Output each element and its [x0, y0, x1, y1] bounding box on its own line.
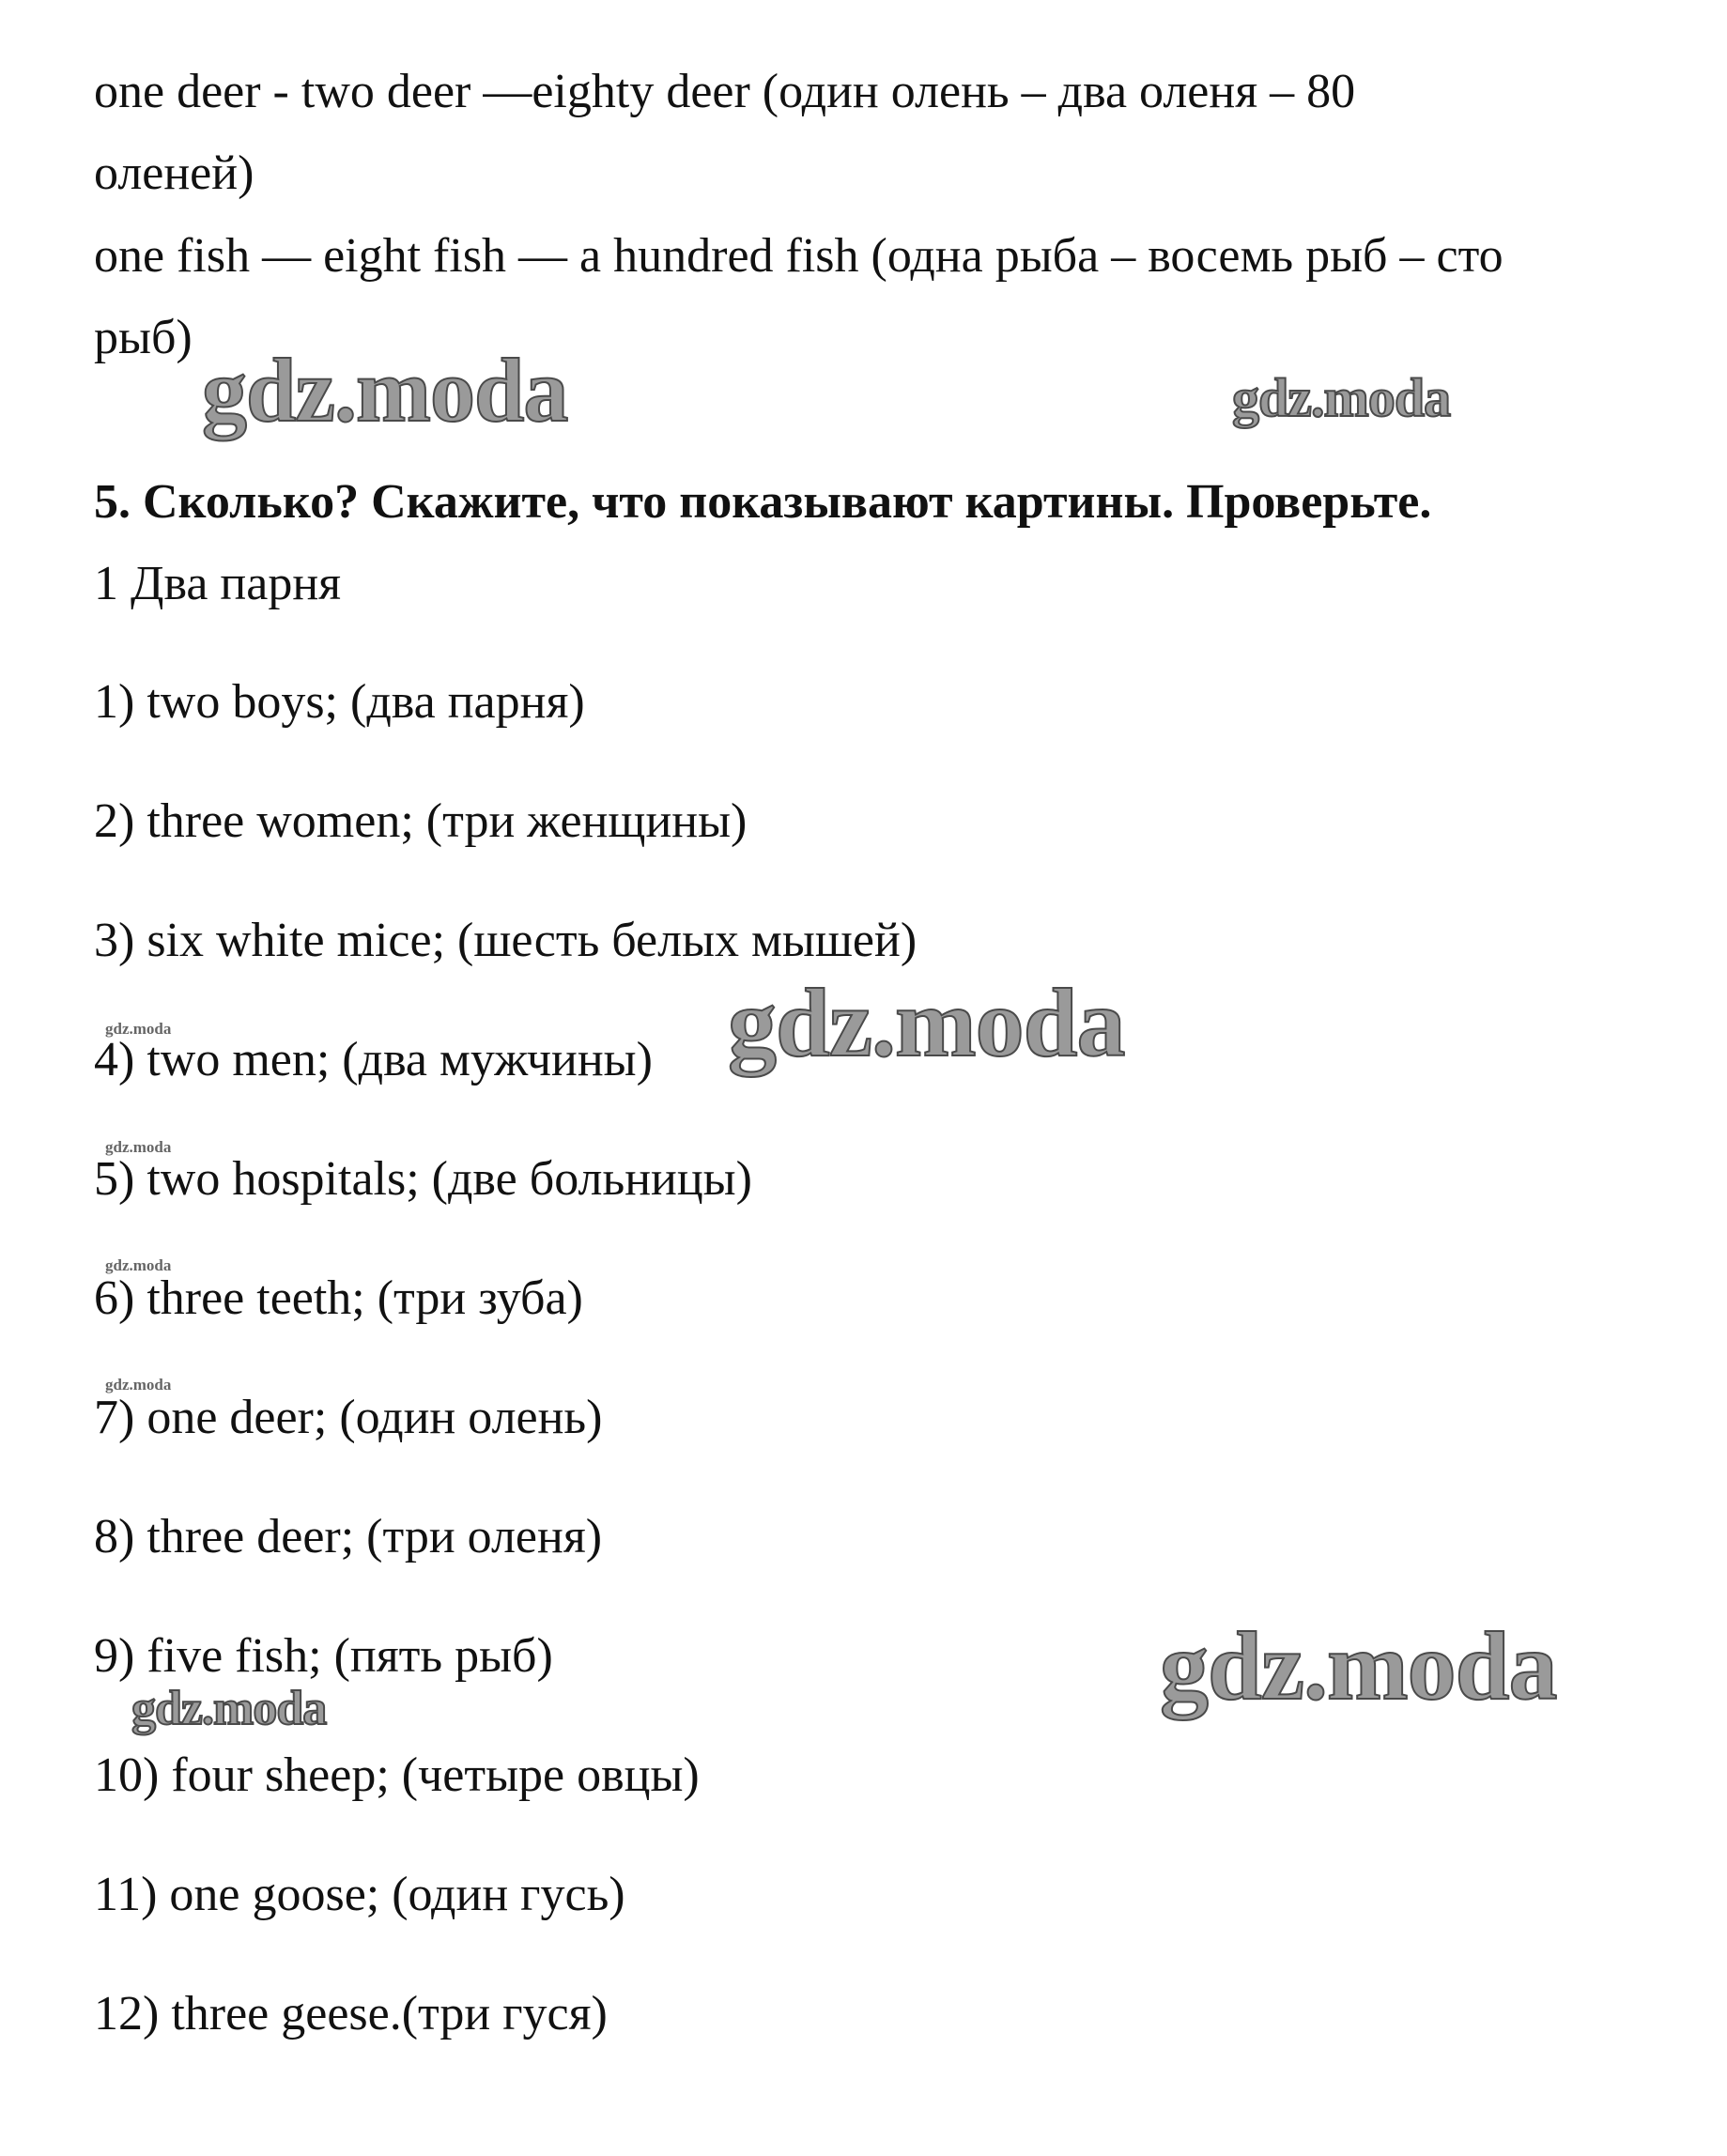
text-line-deer: one deer - two deer —eighty deer (один олень – два оленя – 80 — [94, 65, 1356, 118]
list-item: 2) three women; (три женщины) — [94, 794, 748, 848]
watermark: gdz.moda — [202, 340, 568, 440]
watermark: gdz.moda — [105, 1376, 172, 1394]
exercise-subtitle: 1 Два парня — [94, 557, 342, 610]
list-item: 1) two boys; (два парня) — [94, 675, 585, 729]
list-item: 7) one deer; (один олень) — [94, 1391, 603, 1444]
list-item: 3) six white mice; (шесть белых мышей) — [94, 914, 917, 967]
list-item: 10) four sheep; (четыре овцы) — [94, 1748, 700, 1802]
text-line-fish-cont: рыб) — [94, 311, 193, 364]
watermark: gdz.moda — [105, 1256, 172, 1274]
watermark: gdz.moda — [1160, 1612, 1557, 1720]
list-item: 5) two hospitals; (две больницы) — [94, 1152, 752, 1206]
exercise-heading: 5. Сколько? Скажите, что показывают картины. Проверьте. — [94, 475, 1432, 529]
list-item: 12) three geese.(три гуся) — [94, 1987, 608, 2040]
list-item: 8) three deer; (три оленя) — [94, 1510, 603, 1563]
watermark: gdz.moda — [728, 969, 1125, 1077]
watermark: gdz.moda — [105, 1138, 172, 1156]
list-item: 9) five fish; (пять рыб) — [94, 1629, 553, 1683]
text-line-deer-cont: оленей) — [94, 146, 254, 200]
text-line-fish: one fish — eight fish — a hundred fish (одна рыба – восемь рыб – сто — [94, 229, 1503, 283]
watermark: gdz.moda — [105, 1020, 172, 1038]
list-item: 6) three teeth; (три зуба) — [94, 1271, 583, 1325]
watermark: gdz.moda — [131, 1682, 327, 1735]
list-item: 11) one goose; (один гусь) — [94, 1868, 625, 1921]
list-item: 4) two men; (два мужчины) — [94, 1033, 653, 1086]
watermark: gdz.moda — [1232, 367, 1451, 428]
